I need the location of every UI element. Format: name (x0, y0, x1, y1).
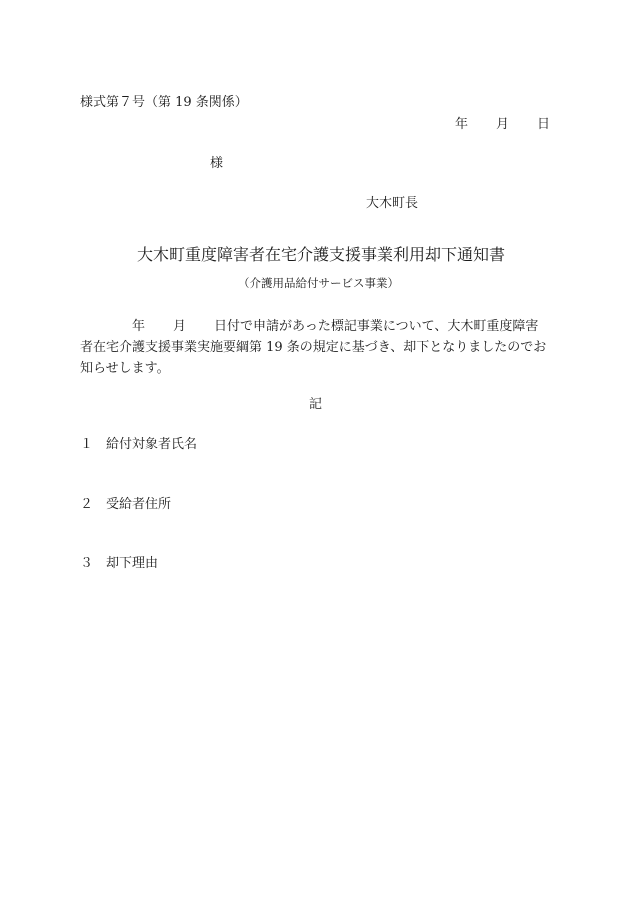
body-line-2: 者在宅介護支援事業実施要綱第 19 条の規定に基づき、却下となりましたのでお (80, 340, 547, 355)
body-line-3: 知らせします。 (80, 361, 170, 376)
item-number: ３ (80, 556, 94, 571)
body-paragraph (80, 316, 550, 379)
body-year: 年 (132, 319, 146, 334)
item-number: ２ (80, 497, 94, 512)
document-title: 大木町重度障害者在宅介護支援事業利用却下通知書 (137, 245, 506, 264)
body-month: 月 (173, 319, 187, 334)
item-label: 給付対象者氏名 (106, 437, 198, 452)
form-number: 様式第７号（第 19 条関係） (80, 95, 248, 110)
ki-heading: 記 (309, 397, 323, 412)
addressee-suffix: 様 (210, 156, 224, 171)
item-label: 却下理由 (106, 556, 159, 571)
list-item (80, 437, 197, 453)
list-item (80, 497, 171, 513)
date-month: 月 (496, 117, 510, 132)
sender-name: 大木町長 (366, 196, 419, 211)
body-line-1-text: 日付で申請があった標記事業について、大木町重度障害 (214, 319, 539, 334)
body-line-1 (80, 316, 550, 337)
document-subtitle: （介護用品給付サービス事業） (238, 276, 399, 290)
item-number: １ (80, 437, 94, 452)
date-line (455, 117, 550, 133)
date-year: 年 (455, 117, 469, 132)
date-day: 日 (537, 117, 551, 132)
list-item (80, 556, 158, 572)
item-label: 受給者住所 (106, 497, 172, 512)
